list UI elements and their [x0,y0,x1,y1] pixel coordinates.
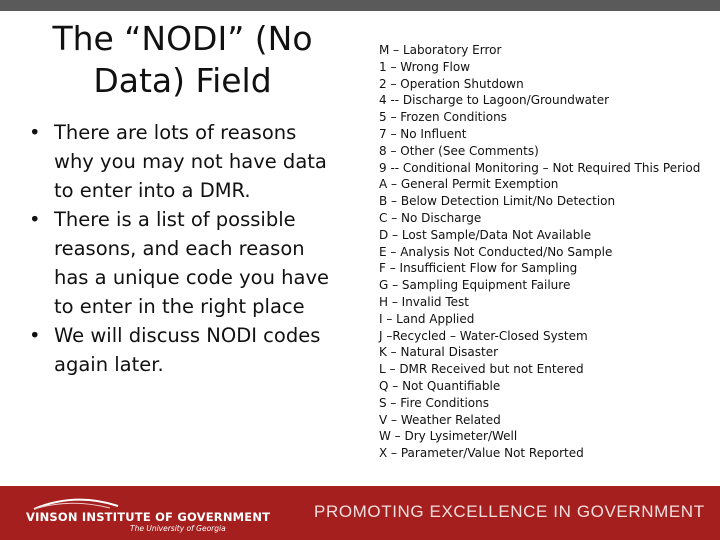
nodi-code-item: X – Parameter/Value Not Reported [379,446,584,461]
institute-logo [26,496,271,534]
bullet-list [30,118,330,379]
nodi-code-item: 8 – Other (See Comments) [379,143,539,158]
nodi-code-item: 1 – Wrong Flow [379,59,471,74]
nodi-code-item: 9 -- Conditional Monitoring – Not Required This Period [379,160,701,175]
nodi-code-item: J –Recycled – Water-Closed System [379,328,588,343]
bullet-item [30,321,330,379]
nodi-code-item: W – Dry Lysimeter/Well [379,429,518,444]
bullet-item [30,118,330,205]
footer-tagline: PROMOTING EXCELLENCE IN GOVERNMENT [314,502,705,521]
footer-banner [0,486,720,540]
nodi-code-item: 2 – Operation Shutdown [379,76,524,91]
bullet-item [30,205,330,321]
nodi-code-item: V – Weather Related [379,412,501,427]
nodi-code-item: F – Insufficient Flow for Sampling [379,261,578,276]
bullet-icon: • [29,208,41,231]
bullet-text: There is a list of possible reasons, and each reason has a unique code you have to enter in the right place [54,208,329,318]
nodi-code-item: S – Fire Conditions [379,395,489,410]
nodi-code-item: G – Sampling Equipment Failure [379,278,571,293]
slide-title: The “NODI” (No Data) Field [52,19,313,100]
nodi-code-item: C – No Discharge [379,210,482,225]
nodi-code-item: D – Lost Sample/Data Not Available [379,227,592,242]
nodi-code-item: 5 – Frozen Conditions [379,110,507,125]
nodi-code-item: 7 – No Influent [379,126,467,141]
bullet-icon: • [29,324,41,347]
bullet-text: We will discuss NODI codes again later. [54,324,321,376]
nodi-code-item: H – Invalid Test [379,294,469,309]
logo-name: VINSON INSTITUTE OF GOVERNMENT [26,510,271,524]
logo-university: The University of Georgia [130,524,226,533]
nodi-code-item: L – DMR Received but not Entered [379,362,584,377]
top-bar [0,0,720,11]
nodi-code-list [379,42,714,462]
nodi-code-item: E – Analysis Not Conducted/No Sample [379,244,613,259]
nodi-code-item: K – Natural Disaster [379,345,499,360]
bullet-text: There are lots of reasons why you may not have data to enter into a DMR. [54,121,327,202]
bullet-icon: • [29,121,41,144]
nodi-code-item: A – General Permit Exemption [379,177,559,192]
logo-arc-icon [30,496,120,510]
nodi-code-item: I – Land Applied [379,311,475,326]
nodi-code-item: B – Below Detection Limit/No Detection [379,194,616,209]
nodi-code-item: 4 -- Discharge to Lagoon/Groundwater [379,93,610,108]
nodi-code-item: M – Laboratory Error [379,43,502,57]
nodi-code-item: Q – Not Quantifiable [379,378,501,393]
